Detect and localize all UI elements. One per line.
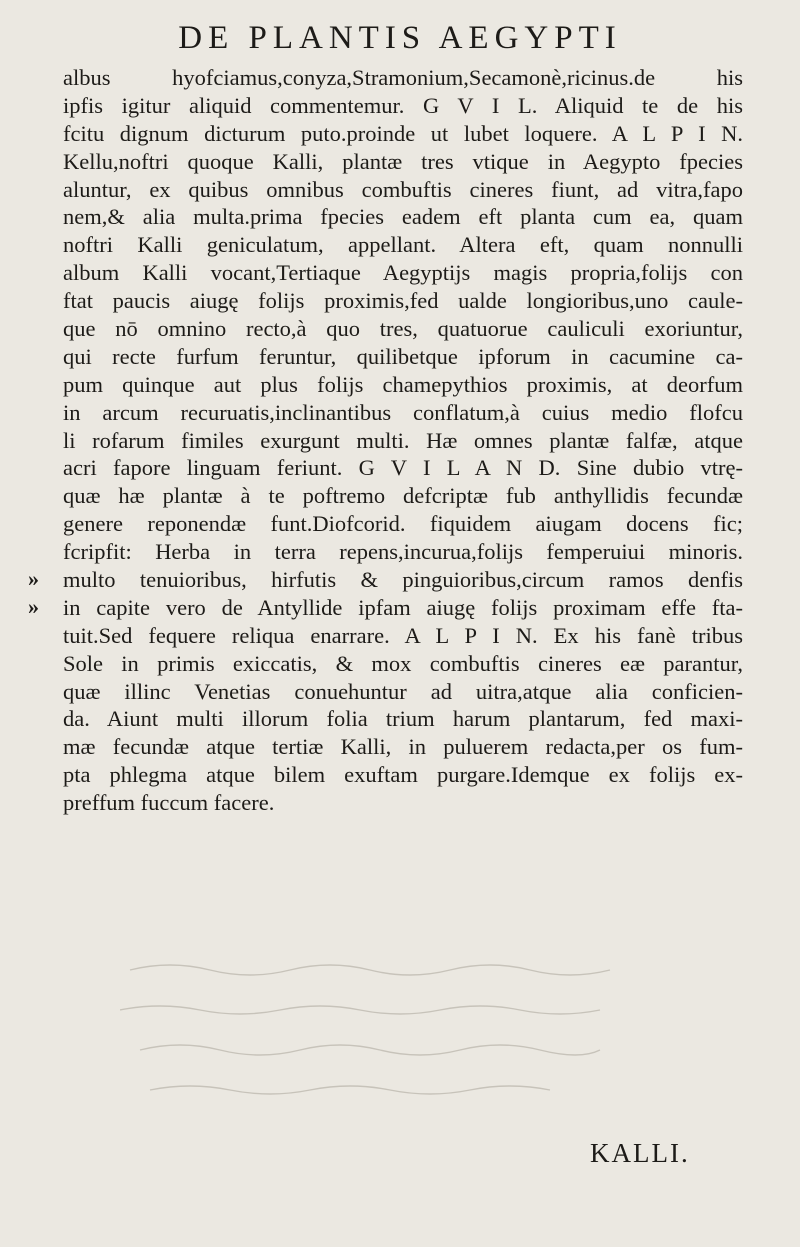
text-line: albus hyofciamus,conyza,Stramonium,Secamonè,ricinus.de his (63, 65, 743, 90)
text-line: noftri Kalli geniculatum, appellant. Altera eft, quam nonnulli (63, 232, 743, 258)
catchword: KALLI. (590, 1138, 690, 1168)
bleed-through-ink (120, 940, 680, 1140)
text-line: quæ hæ plantæ à te poftremo defcriptæ fub anthyllidis fecundæ (63, 483, 743, 509)
running-head: DE PLANTIS AEGYPTI (178, 20, 622, 56)
text-line: que nō omnino recto,à quo tres, quatuorue cauliculi exoriuntur, (63, 316, 743, 342)
text-line: preffum fuccum facere. (63, 790, 275, 816)
text-line: li rofarum fimiles exurgunt multi. Hæ omnes plantæ falfæ, atque (63, 427, 743, 453)
text-line: nem,& alia multa.prima fpecies eadem eft planta cum ea, quam (63, 204, 743, 230)
text-line: album Kalli vocant,Tertiaque Aegyptijs magis propria,folijs con (63, 260, 743, 286)
text-line: qui recte furfum feruntur, quilibetque ipforum in cacumine ca- (63, 343, 743, 369)
text-line: quæ illinc Venetias conuehuntur ad uitra,atque alia conficien- (63, 678, 743, 704)
text-line: ftat paucis aiugę folijs proximis,fed ualde longioribus,uno caule- (63, 288, 743, 314)
text-line: acri fapore linguam feriunt. G V I L A N D. Sine dubio vtrę- (63, 455, 743, 481)
text-line: genere reponendæ funt.Diofcorid. fiquidem aiugam docens fic; (63, 511, 743, 537)
text-line: da. Aiunt multi illorum folia trium harum plantarum, fed maxi- (63, 706, 743, 732)
text-line: tuit.Sed fequere reliqua enarrare. A L P I N. Ex his fanè tribus (63, 622, 743, 648)
text-line: in arcum recuruatis,inclinantibus conflatum,à cuius medio flofcu (63, 399, 743, 425)
text-line: aluntur, ex quibus omnibus combuftis cineres fiunt, ad vitra,fapo (63, 176, 743, 202)
text-line: mæ fecundæ atque tertiæ Kalli, in puluerem redacta,per os fum- (63, 734, 743, 760)
text-line: Sole in primis exiccatis, & mox combuftis cineres eæ parantur, (63, 650, 743, 676)
text-line: fcripfit: Herba in terra repens,incurua,folijs femperuiui minoris. (63, 539, 743, 565)
text-line: ipfis igitur aliquid commentemur. G V I L. Aliquid te de his (63, 92, 743, 118)
text-block (63, 64, 743, 817)
text-line: Kellu,noftri quoque Kalli, plantæ tres vtique in Aegypto fpecies (63, 148, 743, 174)
text-line: multo tenuioribus, hirfutis & pinguioribus,circum ramos denfis (63, 567, 743, 593)
text-line: fcitu dignum dicturum puto.proinde ut lubet loquere. A L P I N. (63, 120, 743, 146)
text-line: pta phlegma atque bilem exuftam purgare.Idemque ex folijs ex- (63, 762, 743, 788)
text-line: pum quinque aut plus folijs chamepythios proximis, at deorfum (63, 371, 743, 397)
text-line: in capite vero de Antyllide ipfam aiugę folijs proximam effe fta- (63, 594, 743, 620)
margin-quote-mark: » (28, 566, 39, 592)
margin-quote-mark: » (28, 594, 39, 620)
